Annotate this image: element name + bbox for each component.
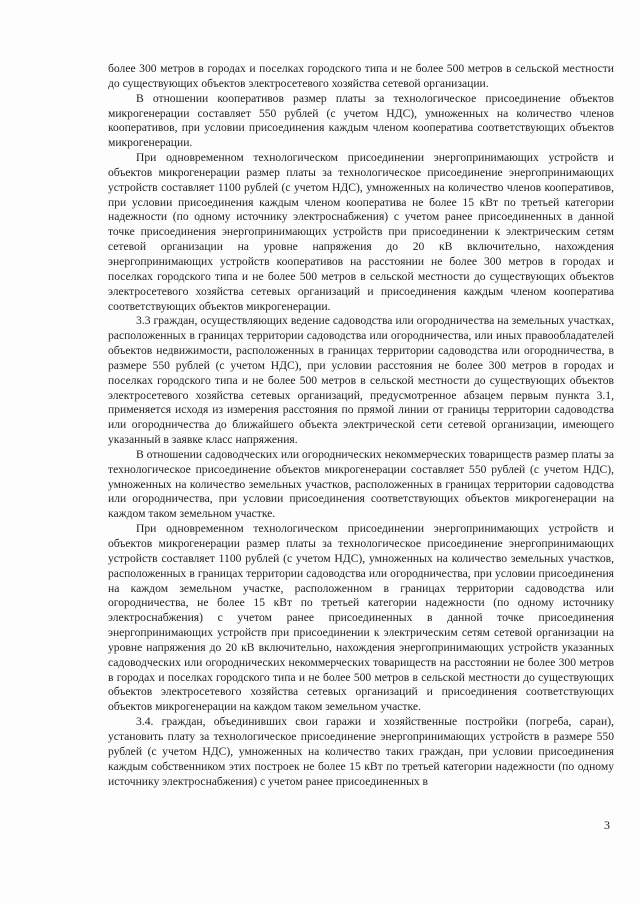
paragraph-cooperatives-simultaneous: При одновременном технологическом присоединении энергопринимающих устройств и объектов микрогенерации размер платы за технологическое присоединение энергопринимающих устройств составляет 1100 рублей (с учетом НДС), умноженных на количество членов кооперативов, при условии присоединения каждым членом кооператива не более 15 кВт по третьей категории надежности (по одному источнику электроснабжения) с учетом ранее присоединенных в данной точке присоединения энергопринимающих устройств при присоединении к электрическим сетям сетевой организации на уровне напряжения до 20 кВ включительно, нахождения энергопринимающих устройств кооперативов на расстоянии не более 300 метров в городах и поселках городского типа и не более 500 метров в сельской местности до существующих объектов электросетевого хозяйства сетевых организаций и присоединения каждым членом кооператива соответствующих объектов микрогенерации. bbox=[108, 151, 614, 313]
paragraph-partnerships-simultaneous: При одновременном технологическом присоединении энергопринимающих устройств и объектов микрогенерации размер платы за технологическое присоединение энергопринимающих устройств составляет 1100 рублей (с учетом НДС), умноженных на количество земельных участков, расположенных в границах территории садоводства или огородничества, при условии присоединения на каждом земельном участке, расположенном в границах территории садоводства или огородничества, не более 15 кВт по третьей категории надежности (по одному источнику электроснабжения) с учетом ранее присоединенных в данной точке присоединения энергопринимающих устройств при присоединении к электрическим сетям сетевой организации на уровне напряжения до 20 кВ включительно, нахождения энергопринимающих устройств указанных садоводческих или огороднических некоммерческих товариществ на расстоянии не более 300 метров в городах и поселках городского типа и не более 500 метров в сельской местности до существующих объектов электросетевого хозяйства сетевых организаций и присоединения соответствующих объектов микрогенерации на каждом таком земельном участке. bbox=[108, 522, 614, 714]
page-number: 3 bbox=[604, 818, 610, 832]
paragraph-continuation: более 300 метров в городах и поселках городского типа и не более 500 метров в сельской местности до существующих объектов электросетевого хозяйства сетевой организации. bbox=[108, 62, 614, 90]
document-body bbox=[108, 62, 614, 789]
paragraph-item-3-3: 3.3 граждан, осуществляющих ведение садоводства или огородничества на земельных участках, расположенных в границах территории садоводства или огородничества, или иных правообладателей объектов недвижимости, расположенных в границах территории садоводства или огородничества, в размере 550 рублей (с учетом НДС), при условии расстояния не более 300 метров в городах и поселках городского типа и не более 500 метров в сельской местности до существующих объектов электросетевого хозяйства сетевых организаций, предусмотренное абзацем первым пункта 3.1, применяется исходя из измерения расстояния по прямой линии от границы территории садоводства или огородничества до ближайшего объекта электрической сети сетевой организации, имеющего указанный в заявке класс напряжения. bbox=[108, 314, 614, 447]
paragraph-cooperatives-microgeneration: В отношении кооперативов размер платы за технологическое присоединение объектов микрогенерации составляет 550 рублей (с учетом НДС), умноженных на количество членов кооперативов, при условии присоединения каждым членом кооператива соответствующих объектов микрогенерации. bbox=[108, 91, 614, 150]
paragraph-item-3-4: 3.4. граждан, объединивших свои гаражи и хозяйственные постройки (погреба, сараи), установить плату за технологическое присоединение энергопринимающих устройств в размере 550 рублей (с учетом НДС), умноженных на количество таких граждан, при условии присоединения каждым собственником этих построек не более 15 кВт по третьей категории надежности (по одному источнику электроснабжения) с учетом ранее присоединенных в bbox=[108, 715, 614, 788]
paragraph-partnerships-microgeneration: В отношении садоводческих или огороднических некоммерческих товариществ размер платы за технологическое присоединение объектов микрогенерации составляет 550 рублей (с учетом НДС), умноженных на количество земельных участков, расположенных в границах территории садоводства или огородничества, при условии присоединения соответствующих объектов микрогенерации на каждом таком земельном участке. bbox=[108, 447, 614, 521]
